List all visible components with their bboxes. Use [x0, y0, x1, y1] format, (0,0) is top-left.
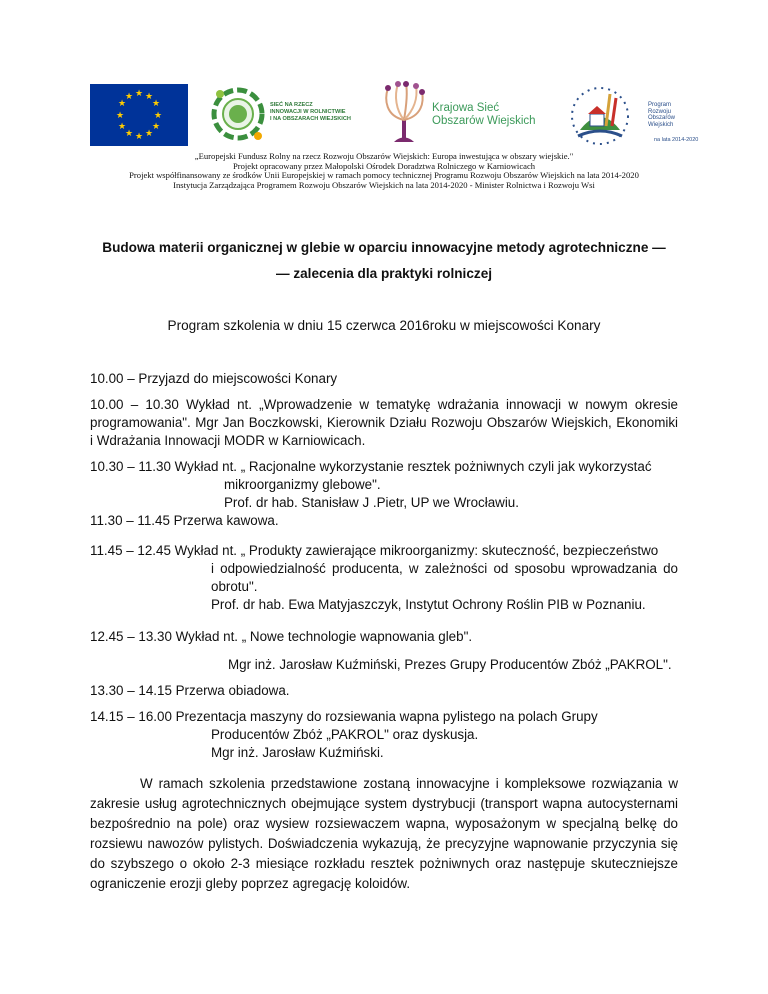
svg-text:★: ★	[151, 121, 161, 131]
agenda-speaker: Mgr inż. Jarosław Kuźmiński, Prezes Grupy Producentów Zbóż „PAKROL".	[228, 657, 672, 672]
document-subtitle: — zalecenia dla praktyki rolniczej	[275, 266, 493, 281]
funding-line: Projekt opracowany przez Małopolski Ośrodek Doradztwa Rolniczego w Karniowicach	[232, 160, 536, 171]
prow-text-line: Obszarów	[648, 115, 676, 121]
agenda-line: Producentów Zbóż „PAKROL" oraz dyskusja.	[211, 727, 479, 742]
prow-text-line: Program	[648, 102, 672, 108]
ksow-logo	[376, 80, 546, 148]
agenda-line: 11.45 – 12.45 Wykład nt. „ Produkty zawierające mikroorganizmy: skuteczność, bezpieczeństwo	[90, 543, 659, 558]
agenda-break: 11.30 – 11.45 Przerwa kawowa.	[90, 513, 279, 528]
funding-line: „Europejski Fundusz Rolny na rzecz Rozwoju Obszarów Wiejskich: Europa inwestująca w obszary wiejskie."	[194, 151, 574, 161]
program-heading: Program szkolenia w dniu 15 czerwca 2016roku w miejscowości Konary	[167, 318, 601, 333]
ksow-text-line: Krajowa Sieć	[432, 102, 500, 114]
agenda-item: 10.00 – 10.30 Wykład nt. „Wprowadzenie w tematykę wdrażania innowacji w nowym okresie programowania". Mgr Jan Boczkowski, Kierownik Działu Rozwoju Obszarów Wiejskich, Ekonomiki i Wdrażania Innowacji MODR w Karniowicach.	[90, 397, 678, 448]
summary-paragraph: W ramach szkolenia przedstawione zostaną innowacyjne i kompleksowe rozwiązania w zakresie usług agrotechnicznych obejmujące system dystrybucji (transport wapna autocysternami bezpośrednio na pole) oraz wysiew rozsiewaczem wapna, wyposażonym w specjalną belkę do rozsiewu nawozów pylistych. Doświadczenia wykazują, że precyzyjne wapnowanie przyczynia się do szybszego o około 2-3 miesiące rozkładu resztek pożniwnych oraz następuje skuteczniejsze ograniczenie erozji gleby poprzez agregację koloidów.	[90, 776, 678, 891]
sir-text	[270, 102, 351, 123]
prow-subtitle: na lata 2014-2020	[654, 137, 699, 143]
agenda-line: 14.15 – 16.00 Prezentacja maszyny do rozsiewania wapna pylistego na polach Grupy	[90, 709, 598, 724]
agenda-speaker: Mgr inż. Jarosław Kuźmiński.	[211, 745, 384, 760]
eu-flag-icon	[90, 84, 188, 146]
prow-text-line: Rozwoju	[648, 108, 672, 115]
agenda-speaker: Prof. dr hab. Ewa Matyjaszczyk, Instytut Ochrony Roślin PIB w Poznaniu.	[211, 597, 646, 612]
eu-stars	[90, 84, 188, 146]
sir-text-line: I NA OBSZARACH WIEJSKICH	[270, 116, 351, 122]
prow-logo	[560, 80, 700, 150]
svg-text:★: ★	[134, 131, 144, 141]
svg-text:★: ★	[124, 91, 134, 101]
sir-logo	[208, 80, 368, 148]
svg-text:★: ★	[124, 128, 134, 138]
svg-text:★: ★	[115, 110, 125, 120]
agenda-line: 10.30 – 11.30 Wykład nt. „ Racjonalne wykorzystanie resztek pożniwnych czyli jak wykorzystać	[90, 459, 652, 474]
agenda-item: 12.45 – 13.30 Wykład nt. „ Nowe technologie wapnowania gleb".	[90, 629, 473, 644]
svg-text:★: ★	[151, 98, 161, 108]
agenda-item: 10.00 – Przyjazd do miejscowości Konary	[90, 371, 338, 386]
svg-text:★: ★	[144, 128, 154, 138]
agenda-speaker: Prof. dr hab. Stanisław J .Pietr, UP we Wrocławiu.	[224, 495, 519, 510]
ksow-text-line: Obszarów Wiejskich	[432, 115, 536, 127]
funding-line: Instytucja Zarządzająca Programem Rozwoju Obszarów Wiejskich na lata 2014-2020 - Minister Rolnictwa i Rozwoju Wsi	[173, 180, 595, 191]
sir-text-line: SIEĆ NA RZECZ	[270, 102, 313, 108]
svg-text:★: ★	[117, 121, 127, 131]
agenda-item	[90, 458, 678, 530]
ksow-tree-icon	[376, 80, 432, 148]
document-title: Budowa materii organicznej w glebie w oparciu innowacyjne metody agrotechniczne —	[102, 240, 666, 255]
svg-text:★: ★	[117, 98, 127, 108]
sir-text-line: INNOWACJI W ROLNICTWIE	[270, 109, 346, 115]
sir-emblem-icon	[208, 80, 270, 148]
svg-text:★: ★	[144, 91, 154, 101]
funding-line: Projekt współfinansowany ze środków Unii Europejskiej w ramach pomocy technicznej Programu Rozwoju Obszarów Wiejskich na lata 2014-2020	[129, 170, 639, 181]
logo-strip	[90, 80, 699, 150]
ksow-text	[432, 102, 536, 128]
svg-text:★: ★	[134, 88, 144, 98]
prow-text	[648, 102, 675, 128]
prow-text-line: Wiejskich	[648, 121, 674, 128]
agenda-item	[90, 542, 678, 614]
funding-note	[120, 152, 648, 191]
agenda-line: i odpowiedzialność producenta, w zależności od sposobu wprowadzania do obrotu".	[211, 561, 678, 594]
agenda-line: mikroorganizmy glebowe".	[224, 477, 381, 492]
agenda-break: 13.30 – 14.15 Przerwa obiadowa.	[90, 683, 290, 698]
svg-text:★: ★	[153, 110, 163, 120]
prow-emblem-icon	[560, 80, 648, 150]
agenda-item	[90, 708, 678, 762]
